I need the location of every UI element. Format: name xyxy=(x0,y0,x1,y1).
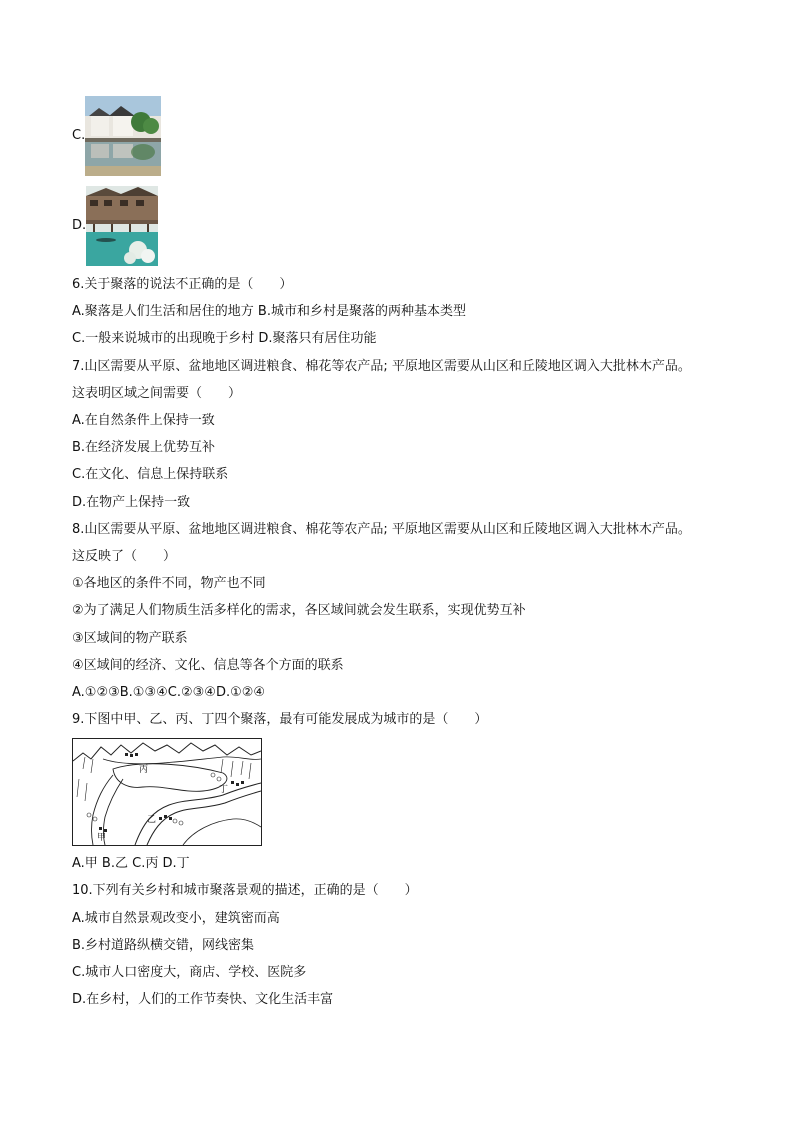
water-town-photo xyxy=(85,96,161,176)
question-9-stem: 9.下图中甲、乙、丙、丁四个聚落，最有可能发展成为城市的是（ ） xyxy=(72,712,488,727)
question-8-statement-2: ②为了满足人们物质生活多样化的需求，各区域间就会发生联系，实现优势互补 xyxy=(72,603,526,618)
map-label-jia: 甲 xyxy=(97,833,107,843)
option-d[interactable] xyxy=(72,186,158,266)
question-10-option-d[interactable]: D.在乡村，人们的工作节奏快、文化生活丰富 xyxy=(72,992,334,1007)
question-10-option-b[interactable]: B.乡村道路纵横交错，网线密集 xyxy=(72,938,255,953)
question-8-statement-3: ③区域间的物产联系 xyxy=(72,631,188,646)
question-8-stem-cont: 这反映了（ ） xyxy=(72,549,177,564)
question-10-stem: 10.下列有关乡村和城市聚落景观的描述，正确的是（ ） xyxy=(72,883,418,898)
question-7-stem: 7.山区需要从平原、盆地地区调进粮食、棉花等农产品; 平原地区需要从山区和丘陵地区调入大批林木产品。 xyxy=(72,359,691,374)
question-7-option-c[interactable]: C.在文化、信息上保持联系 xyxy=(72,467,229,482)
question-10-option-c[interactable]: C.城市人口密度大，商店、学校、医院多 xyxy=(72,965,307,980)
map-label-yi: 乙 xyxy=(147,815,157,825)
question-8-statement-4: ④区域间的经济、文化、信息等各个方面的联系 xyxy=(72,658,344,673)
question-6-stem: 6.关于聚落的说法不正确的是（ ） xyxy=(72,277,293,292)
option-c-label: C. xyxy=(72,128,86,143)
question-7-option-b[interactable]: B.在经济发展上优势互补 xyxy=(72,440,216,455)
question-9-options[interactable]: A.甲 B.乙 C.丙 D.丁 xyxy=(72,856,190,871)
question-8-options[interactable]: A.①②③B.①③④C.②③④D.①②④ xyxy=(72,685,266,700)
option-c[interactable] xyxy=(72,96,161,176)
question-8-stem: 8.山区需要从平原、盆地地区调进粮食、棉花等农产品; 平原地区需要从山区和丘陵地区调入大批林木产品。 xyxy=(72,522,691,537)
question-6-options-ab[interactable]: A.聚落是人们生活和居住的地方 B.城市和乡村是聚落的两种基本类型 xyxy=(72,304,466,319)
question-10-option-a[interactable]: A.城市自然景观改变小，建筑密而高 xyxy=(72,911,280,926)
map-label-bing: 丙 xyxy=(139,765,149,775)
map-label-ding: 丁 xyxy=(219,785,229,795)
settlement-map xyxy=(72,738,262,846)
question-7-option-a[interactable]: A.在自然条件上保持一致 xyxy=(72,413,215,428)
question-6-options-cd[interactable]: C.一般来说城市的出现晚于乡村 D.聚落只有居住功能 xyxy=(72,331,377,346)
question-7-option-d[interactable]: D.在物产上保持一致 xyxy=(72,495,191,510)
stilt-houses-photo xyxy=(86,186,158,266)
question-7-stem-cont: 这表明区域之间需要（ ） xyxy=(72,386,242,401)
question-8-statement-1: ①各地区的条件不同，物产也不同 xyxy=(72,576,266,591)
option-d-label: D. xyxy=(72,218,87,233)
settlement-map-drawing xyxy=(73,739,261,845)
